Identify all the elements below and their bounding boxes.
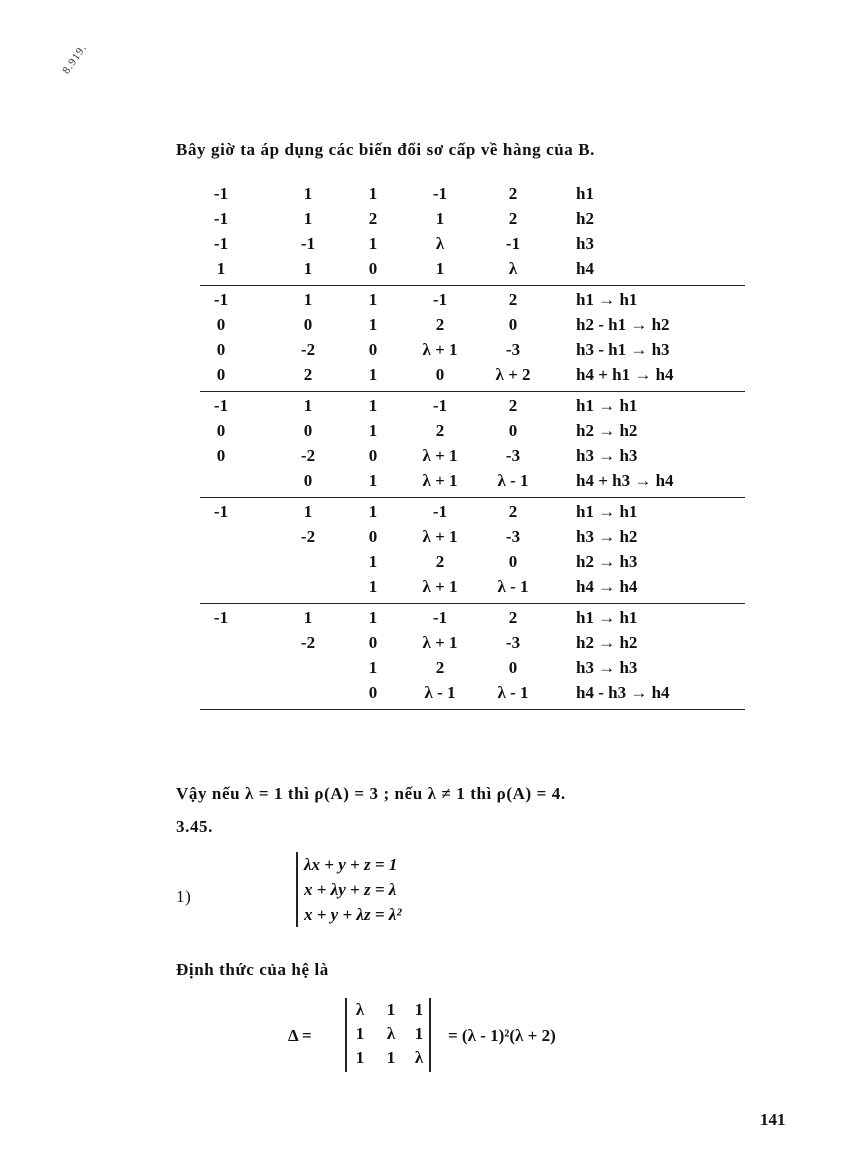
matrix-cell: 1	[303, 608, 313, 627]
matrix-cell: 0	[216, 340, 226, 359]
matrix-cell: 0	[303, 421, 313, 440]
matrix-cell: 2	[368, 209, 378, 228]
matrix-cell: 1	[303, 396, 313, 415]
equation-1: λx + y + z = 1	[304, 855, 398, 874]
det-cell: 1	[386, 1000, 396, 1019]
matrix-cell: 1	[303, 184, 313, 203]
matrix-cell: -1	[213, 290, 229, 309]
equation-3: x + y + λz = λ²	[304, 905, 402, 924]
matrix-cell: -1	[432, 608, 448, 627]
matrix-cell: 1	[435, 209, 445, 228]
matrix-row	[200, 500, 745, 525]
matrix-cell: 1	[368, 502, 378, 521]
matrix-cell: λ + 1	[422, 577, 458, 596]
reduction-block	[200, 498, 745, 604]
det-cell: 1	[414, 1000, 424, 1019]
matrix-cell: 1	[368, 552, 378, 571]
reduction-block	[200, 286, 745, 392]
delta-label: Δ =	[288, 1026, 312, 1045]
row-operation: h3 - h1 → h3	[576, 340, 670, 359]
matrix-row	[200, 575, 745, 600]
matrix-cell: 2	[303, 365, 313, 384]
matrix-cell: λ + 1	[422, 633, 458, 652]
row-operation: h4 - h3 → h4	[576, 683, 670, 702]
matrix-cell: 0	[303, 471, 313, 490]
intro-text: Bây giờ ta áp dụng các biến đổi sơ cấp về hàng của B.	[176, 140, 596, 159]
matrix-row	[200, 469, 745, 494]
row-operation: h2 - h1 → h2	[576, 315, 670, 334]
matrix-cell: 2	[508, 502, 518, 521]
determinant-intro: Định thức của hệ là	[176, 960, 329, 979]
matrix-cell: 1	[303, 290, 313, 309]
matrix-cell: -2	[300, 446, 316, 465]
matrix-cell: 2	[508, 184, 518, 203]
det-row	[347, 998, 429, 1022]
matrix-row	[200, 550, 745, 575]
matrix-cell: -1	[213, 608, 229, 627]
matrix-cell: -3	[505, 633, 521, 652]
det-cell: 1	[355, 1024, 365, 1043]
matrix-cell: λ + 1	[422, 340, 458, 359]
row-operation: h3	[576, 234, 594, 253]
matrix-cell: -2	[300, 340, 316, 359]
matrix-cell: 0	[368, 446, 378, 465]
matrix-row	[200, 182, 745, 207]
matrix-cell: λ + 1	[422, 446, 458, 465]
matrix-cell: λ - 1	[497, 683, 529, 702]
matrix-cell: 1	[303, 259, 313, 278]
matrix-cell: 1	[368, 421, 378, 440]
matrix-row	[200, 444, 745, 469]
matrix-cell: -3	[505, 340, 521, 359]
row-operation: h1 → h1	[576, 290, 638, 309]
matrix-cell: 1	[368, 577, 378, 596]
matrix-cell: 0	[216, 446, 226, 465]
matrix-cell: λ - 1	[497, 471, 529, 490]
matrix-cell: -3	[505, 446, 521, 465]
det-cell: λ	[355, 1000, 365, 1019]
row-operation: h2 → h2	[576, 421, 638, 440]
row-reduction-table	[200, 182, 745, 710]
page-number: 141	[760, 1110, 786, 1129]
row-operation: h3 → h3	[576, 658, 638, 677]
row-operation: h3 → h3	[576, 446, 638, 465]
matrix-row	[200, 363, 745, 388]
matrix-cell: 0	[303, 315, 313, 334]
row-operation: h3 → h2	[576, 527, 638, 546]
reduction-block	[200, 392, 745, 498]
matrix-cell: 1	[368, 608, 378, 627]
matrix-row	[200, 681, 745, 706]
equation-2: x + λy + z = λ	[304, 880, 397, 899]
matrix-cell: -1	[432, 290, 448, 309]
row-operation: h4 + h3 → h4	[576, 471, 674, 490]
row-operation: h4 + h1 → h4	[576, 365, 674, 384]
matrix-cell: λ - 1	[424, 683, 456, 702]
matrix-cell: 1	[216, 259, 226, 278]
row-operation: h1 → h1	[576, 396, 638, 415]
matrix-cell: 2	[508, 290, 518, 309]
matrix-row	[200, 313, 745, 338]
matrix-cell: -1	[213, 184, 229, 203]
matrix-row	[200, 207, 745, 232]
det-cell: 1	[355, 1048, 365, 1067]
exercise-number: 3.45.	[176, 817, 213, 836]
matrix-cell: 1	[368, 471, 378, 490]
matrix-cell: 1	[368, 234, 378, 253]
matrix-cell: -1	[213, 502, 229, 521]
row-operation: h1 → h1	[576, 608, 638, 627]
matrix-cell: 1	[368, 290, 378, 309]
matrix-cell: 0	[508, 552, 518, 571]
matrix-cell: -1	[505, 234, 521, 253]
row-operation: h4 → h4	[576, 577, 638, 596]
matrix-cell: 0	[368, 683, 378, 702]
row-operation: h2	[576, 209, 594, 228]
reduction-block	[200, 604, 745, 710]
row-operation: h1 → h1	[576, 502, 638, 521]
matrix-cell: 0	[368, 527, 378, 546]
determinant-matrix	[345, 998, 431, 1072]
matrix-cell: 2	[435, 552, 445, 571]
matrix-cell: 0	[508, 421, 518, 440]
matrix-cell: λ	[435, 234, 445, 253]
row-operation: h2 → h3	[576, 552, 638, 571]
matrix-cell: 1	[303, 209, 313, 228]
matrix-cell: 0	[216, 315, 226, 334]
matrix-row	[200, 394, 745, 419]
matrix-cell: 2	[435, 658, 445, 677]
matrix-cell: 1	[368, 396, 378, 415]
matrix-cell: -1	[213, 234, 229, 253]
matrix-cell: λ - 1	[497, 577, 529, 596]
matrix-row	[200, 419, 745, 444]
matrix-cell: 0	[216, 365, 226, 384]
library-stamp: 8.919.	[60, 41, 90, 77]
conclusion-text: Vậy nếu λ = 1 thì ρ(A) = 3 ; nếu λ ≠ 1 thì ρ(A) = 4.	[176, 784, 566, 803]
row-operation: h4	[576, 259, 594, 278]
matrix-cell: -2	[300, 527, 316, 546]
matrix-row	[200, 606, 745, 631]
row-operation: h1	[576, 184, 594, 203]
matrix-row	[200, 656, 745, 681]
determinant-result: = (λ - 1)²(λ + 2)	[448, 1026, 556, 1045]
matrix-cell: -1	[432, 184, 448, 203]
reduction-block	[200, 182, 745, 286]
matrix-cell: -1	[300, 234, 316, 253]
matrix-cell: -1	[213, 396, 229, 415]
part-label: 1)	[176, 887, 192, 906]
det-cell: λ	[414, 1048, 424, 1067]
matrix-cell: 1	[435, 259, 445, 278]
matrix-cell: 2	[508, 396, 518, 415]
matrix-cell: λ + 1	[422, 527, 458, 546]
matrix-cell: 1	[368, 315, 378, 334]
matrix-cell: -1	[213, 209, 229, 228]
equation-system	[296, 852, 401, 927]
matrix-cell: -1	[432, 502, 448, 521]
matrix-cell: 1	[368, 658, 378, 677]
matrix-row	[200, 338, 745, 363]
matrix-row	[200, 288, 745, 313]
matrix-cell: 2	[508, 209, 518, 228]
matrix-row	[200, 257, 745, 282]
matrix-cell: 0	[435, 365, 445, 384]
matrix-cell: -2	[300, 633, 316, 652]
matrix-cell: 0	[368, 633, 378, 652]
det-cell: λ	[386, 1024, 396, 1043]
matrix-cell: 0	[216, 421, 226, 440]
matrix-row	[200, 631, 745, 656]
matrix-cell: -1	[432, 396, 448, 415]
matrix-cell: 1	[368, 184, 378, 203]
matrix-cell: 2	[508, 608, 518, 627]
det-cell: 1	[386, 1048, 396, 1067]
matrix-cell: 2	[435, 315, 445, 334]
matrix-cell: 0	[368, 259, 378, 278]
det-row	[347, 1046, 429, 1070]
matrix-cell: -3	[505, 527, 521, 546]
matrix-cell: λ	[508, 259, 518, 278]
matrix-row	[200, 232, 745, 257]
matrix-cell: 1	[303, 502, 313, 521]
matrix-cell: λ + 2	[495, 365, 531, 384]
row-operation: h2 → h2	[576, 633, 638, 652]
matrix-row	[200, 525, 745, 550]
det-row	[347, 1022, 429, 1046]
matrix-cell: 0	[368, 340, 378, 359]
matrix-cell: 0	[508, 658, 518, 677]
matrix-cell: 1	[368, 365, 378, 384]
matrix-cell: 2	[435, 421, 445, 440]
det-cell: 1	[414, 1024, 424, 1043]
matrix-cell: λ + 1	[422, 471, 458, 490]
matrix-cell: 0	[508, 315, 518, 334]
